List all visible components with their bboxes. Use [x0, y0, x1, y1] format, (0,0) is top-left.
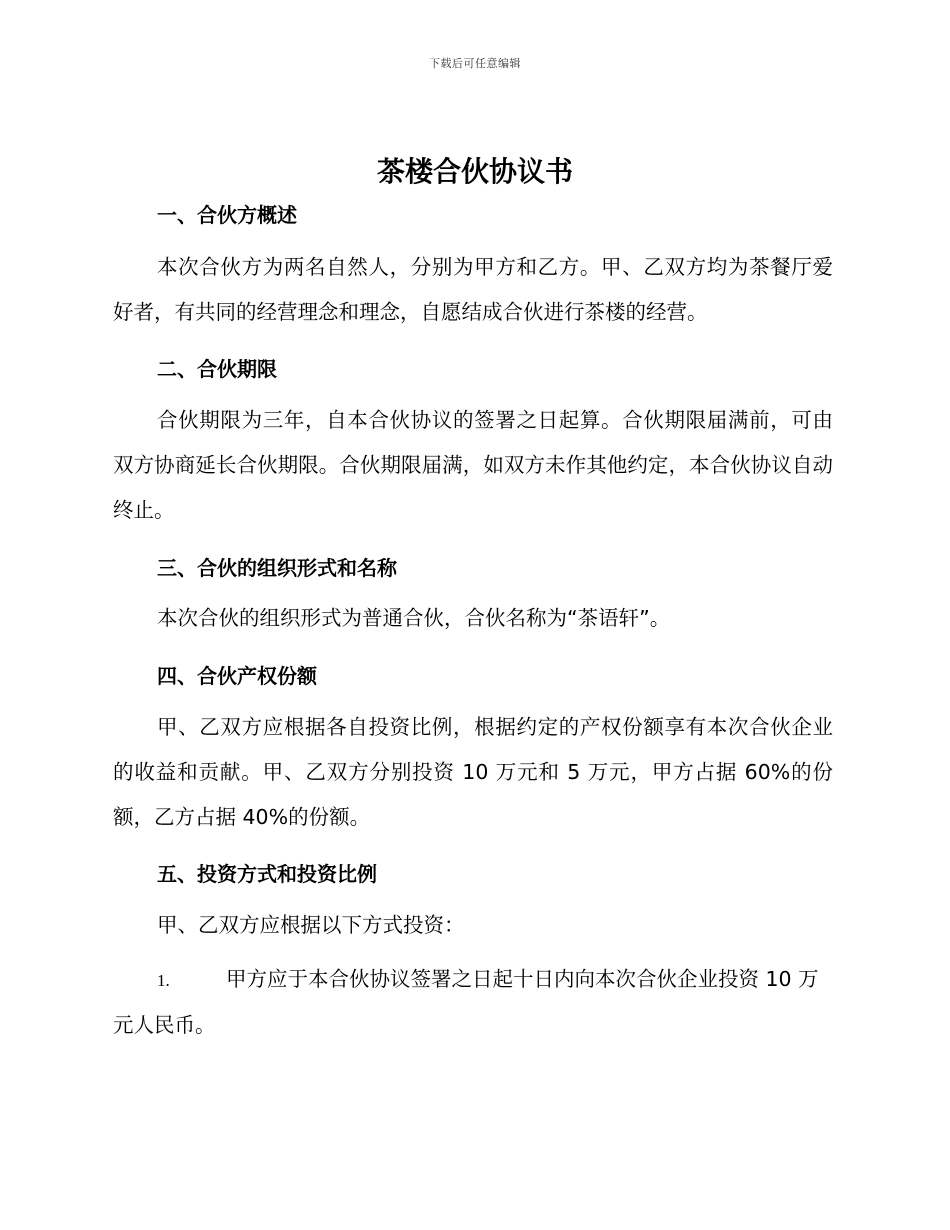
section-body-5: 甲、乙双方应根据以下方式投资：: [157, 913, 465, 937]
list-item-number: 1.: [157, 971, 170, 990]
section-body-3: 本次合伙的组织形式为普通合伙，合伙名称为“茶语轩”。: [157, 606, 671, 630]
header-note: 下载后可任意编辑: [429, 57, 521, 70]
section-body-1: 本次合伙方为两名自然人，分别为甲方和乙方。甲、乙双方均为茶餐厅爱好者，有共同的经营理念和理念，自愿结成合伙进行茶楼的经营。: [113, 255, 833, 324]
list-item-text: 甲方应于本合伙协议签署之日起十日内向本次合伙企业投资 10 万元人民币。: [113, 967, 819, 1037]
section-heading-3: 三、合伙的组织形式和名称: [157, 556, 397, 580]
section-body-2: 合伙期限为三年，自本合伙协议的签署之日起算。合伙期限届满前，可由双方协商延长合伙期限。合伙期限届满，如双方未作其他约定，本合伙协议自动终止。: [113, 408, 833, 522]
section-body-4: 甲、乙双方应根据各自投资比例，根据约定的产权份额享有本次合伙企业的收益和贡献。甲、乙双方分别投资 10 万元和 5 万元，甲方占据 60%的份额，乙方占据 40%的份额。: [113, 715, 833, 829]
section-heading-4: 四、合伙产权份额: [157, 664, 317, 688]
section-heading-1: 一、合伙方概述: [157, 203, 297, 227]
section-heading-2: 二、合伙期限: [157, 357, 277, 381]
section-heading-5: 五、投资方式和投资比例: [157, 862, 377, 886]
document-title: 茶楼合伙协议书: [376, 155, 573, 188]
list-item-1: [113, 957, 833, 1048]
